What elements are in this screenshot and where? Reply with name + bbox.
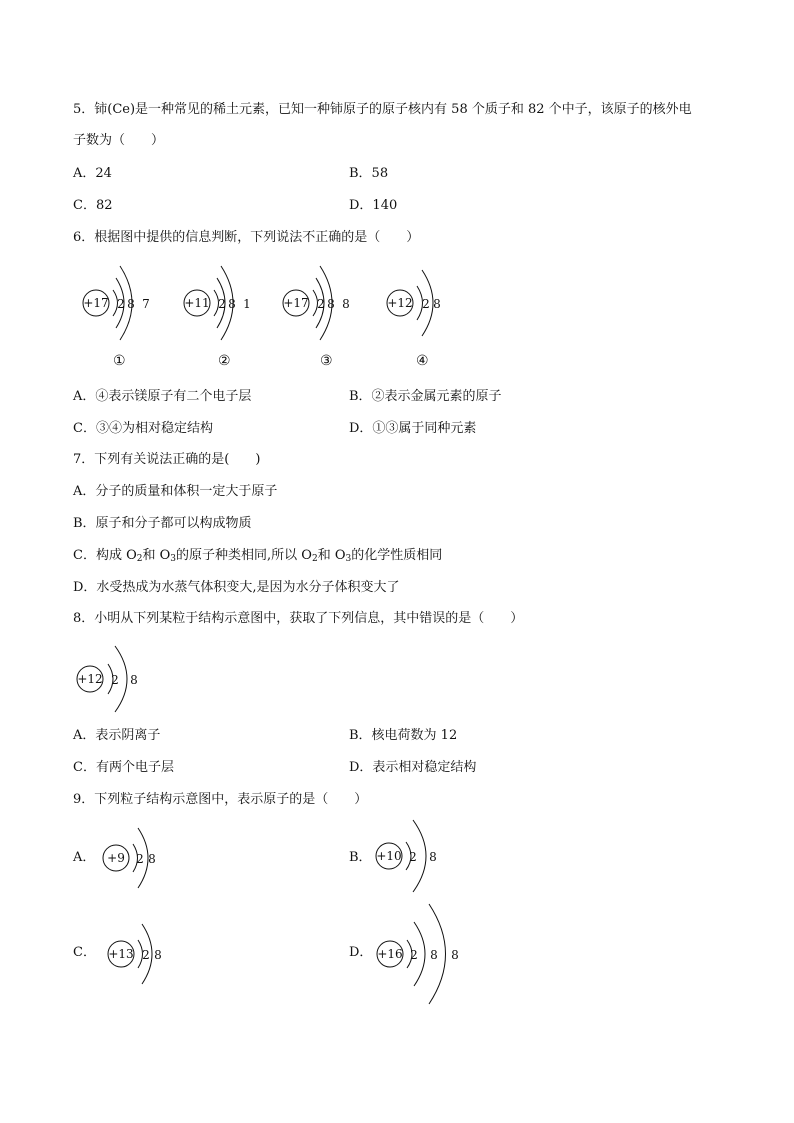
q7-option-c-part: 和 O	[142, 548, 171, 563]
q6-diagram-1-label: ①	[113, 353, 126, 369]
q8-diagram	[73, 640, 153, 715]
q9-option-d-label: D．	[349, 945, 373, 960]
nucleus-charge: +13	[108, 947, 134, 961]
nucleus-charge: +12	[387, 296, 413, 310]
shell-electrons: 7	[142, 297, 150, 311]
q9-option-c-label: C．	[73, 945, 96, 960]
q7-option-c-part: C．构成 O	[73, 548, 137, 563]
shell-electrons: 2	[317, 297, 325, 311]
shell-electrons: 8	[327, 297, 335, 311]
nucleus-charge: +9	[107, 851, 125, 865]
q7-option-c-part: 的化学性质相同	[351, 548, 443, 563]
q6-diagram-2	[181, 256, 261, 351]
nucleus-charge: +12	[77, 672, 103, 686]
shell-electrons: 8	[342, 297, 350, 311]
q7-option-d: D．水受热成为水蒸气体积变大,是因为水分子体积变大了	[73, 580, 400, 595]
nucleus-charge: +11	[184, 296, 210, 310]
subscript: 3	[345, 554, 352, 564]
q5-option-c: C．82	[73, 198, 113, 213]
shell-electrons: 8	[433, 297, 441, 311]
q6-diagram-1	[80, 256, 160, 351]
q9-diagram-c	[104, 916, 184, 991]
q7-option-c-part: 的原子种类相同,所以 O	[176, 548, 312, 563]
q7-option-c-part: 和 O	[317, 548, 346, 563]
q5-stem-line1: 5．铈(Ce)是一种常见的稀土元素，已知一种铈原子的原子核内有 58 个质子和 82 个中子，该原子的核外电	[73, 102, 692, 117]
shell-electrons: 1	[243, 297, 251, 311]
q7-option-b: B．原子和分子都可以构成物质	[73, 516, 252, 531]
shell-electrons: 2	[111, 673, 119, 687]
subscript: 2	[311, 554, 318, 564]
shell-electrons: 2	[409, 850, 417, 864]
q9-option-b-label: B．	[349, 850, 372, 865]
nucleus-charge: +10	[376, 849, 402, 863]
shell-electrons: 8	[451, 948, 459, 962]
shell-electrons: 2	[136, 852, 144, 866]
q6-diagram-4	[384, 256, 464, 351]
q8-option-d: D．表示相对稳定结构	[349, 760, 477, 775]
q7-option-a: A．分子的质量和体积一定大于原子	[73, 484, 278, 499]
nucleus-charge: +16	[377, 947, 403, 961]
q6-diagram-3-label: ③	[320, 353, 333, 369]
q5-option-b: B．58	[349, 166, 389, 181]
q6-option-c: C．③④为相对稳定结构	[73, 421, 213, 436]
q6-option-b: B．②表示金属元素的原子	[349, 389, 502, 404]
shell-electrons: 2	[218, 297, 226, 311]
q5-option-d: D．140	[349, 198, 398, 213]
shell-electrons: 8	[154, 948, 162, 962]
q5-option-a: A．24	[73, 166, 112, 181]
q6-option-d: D．①③属于同种元素	[349, 421, 477, 436]
q5-stem-line2: 子数为（ ）	[73, 133, 165, 148]
q7-option-c	[73, 547, 442, 565]
nucleus-charge: +17	[83, 296, 109, 310]
shell-electrons: 2	[422, 297, 430, 311]
shell-electrons: 8	[429, 850, 437, 864]
q8-stem: 8．小明从下列某粒于结构示意图中，获取了下列信息，其中错误的是（ ）	[73, 611, 524, 626]
shell-electrons: 8	[430, 948, 438, 962]
q6-stem: 6．根据图中提供的信息判断，下列说法不正确的是（ ）	[73, 230, 420, 245]
subscript: 2	[136, 554, 143, 564]
shell-electrons: 8	[127, 297, 135, 311]
q8-option-a: A．表示阴离子	[73, 728, 161, 743]
q9-diagram-b	[373, 816, 453, 896]
shell-electrons: 2	[117, 297, 125, 311]
q9-diagram-d	[374, 900, 474, 1010]
shell-electrons: 2	[142, 948, 150, 962]
q9-option-a-label: A．	[73, 850, 96, 865]
shell-electrons: 8	[148, 852, 156, 866]
q7-stem: 7．下列有关说法正确的是( )	[73, 452, 261, 467]
q9-diagram-a	[100, 820, 180, 895]
subscript: 3	[170, 554, 177, 564]
q6-diagram-3	[280, 256, 360, 351]
shell-electrons: 8	[130, 673, 138, 687]
q6-diagram-2-label: ②	[218, 353, 231, 369]
q9-stem: 9．下列粒子结构示意图中，表示原子的是（ ）	[73, 792, 368, 807]
q8-option-c: C．有两个电子层	[73, 760, 174, 775]
q6-diagram-4-label: ④	[416, 353, 429, 369]
shell-electrons: 8	[228, 297, 236, 311]
shell-electrons: 2	[410, 948, 418, 962]
q8-option-b: B．核电荷数为 12	[349, 728, 458, 743]
nucleus-charge: +17	[283, 296, 309, 310]
q6-option-a: A．④表示镁原子有二个电子层	[73, 389, 252, 404]
